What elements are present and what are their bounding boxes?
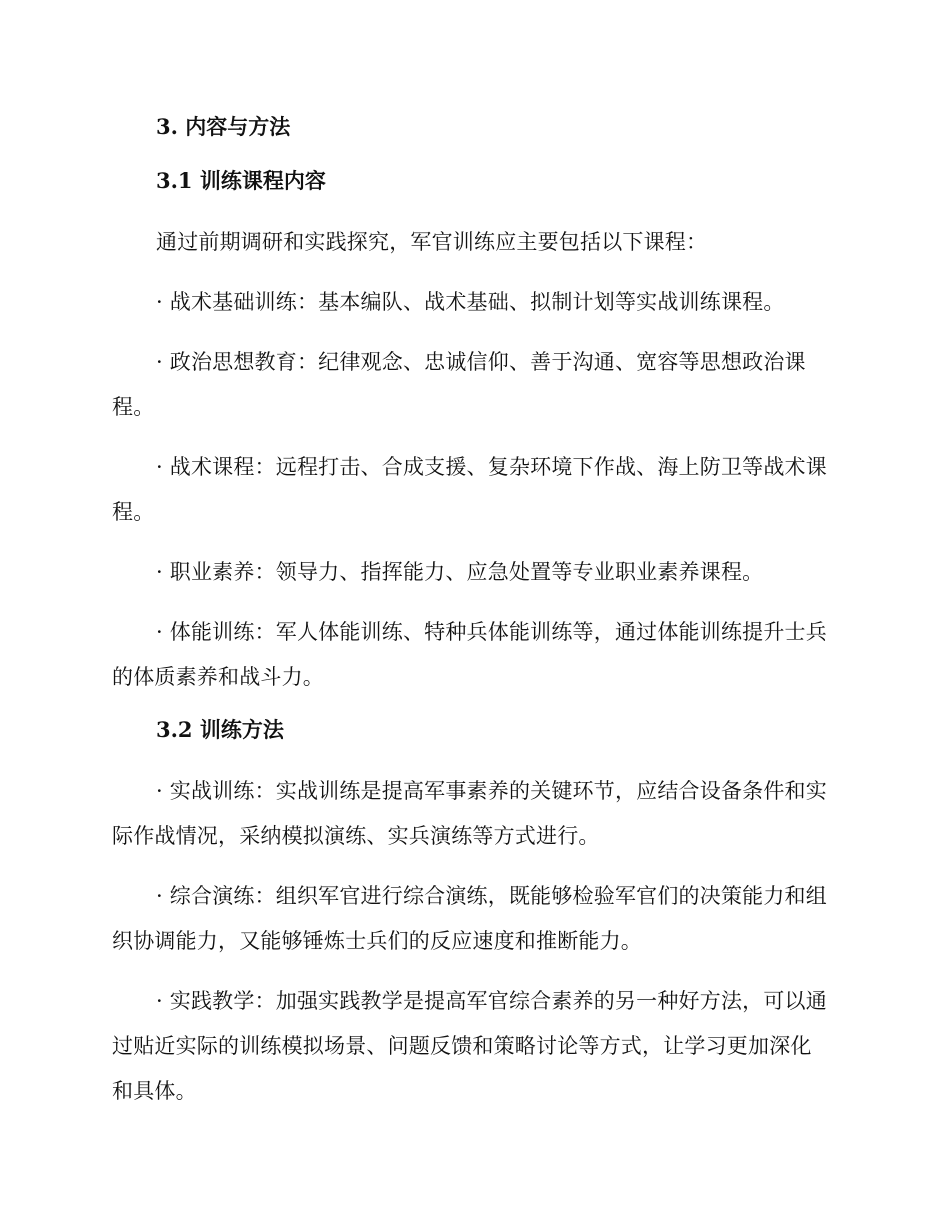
section-heading: 3. 内容与方法 <box>156 114 291 139</box>
subsection-heading-training-content: 3.1 训练课程内容 <box>156 168 326 193</box>
course-item-professional-quality: · 职业素养：领导力、指挥能力、应急处置等专业职业素养课程。 <box>156 560 764 584</box>
intro-paragraph: 通过前期调研和实践探究，军官训练应主要包括以下课程： <box>156 230 708 254</box>
method-item-combat-training: · 实战训练：实战训练是提高军事素养的关键环节，应结合设备条件和实际作战情况，采纳模拟演练、实兵演练等方式进行。 <box>112 779 827 848</box>
method-item-comprehensive-exercise: · 综合演练：组织军官进行综合演练，既能够检验军官们的决策能力和组织协调能力，又能够锤炼士兵们的反应速度和推断能力。 <box>112 884 827 953</box>
course-item-political-education: · 政治思想教育：纪律观念、忠诚信仰、善于沟通、宽容等思想政治课程。 <box>112 350 806 419</box>
course-item-physical-training: · 体能训练：军人体能训练、特种兵体能训练等，通过体能训练提升士兵的体质素养和战斗力。 <box>112 620 827 689</box>
method-item-practical-teaching: · 实践教学：加强实践教学是提高军官综合素养的另一种好方法，可以通过贴近实际的训练模拟场景、问题反馈和策略讨论等方式，让学习更加深化和具体。 <box>112 989 827 1103</box>
course-item-tactics: · 战术课程：远程打击、合成支援、复杂环境下作战、海上防卫等战术课程。 <box>112 455 827 524</box>
document-body <box>112 112 828 1129</box>
subsection-heading-training-methods: 3.2 训练方法 <box>156 717 284 742</box>
course-item-tactical-basics: · 战术基础训练：基本编队、战术基础、拟制计划等实战训练课程。 <box>156 290 785 314</box>
